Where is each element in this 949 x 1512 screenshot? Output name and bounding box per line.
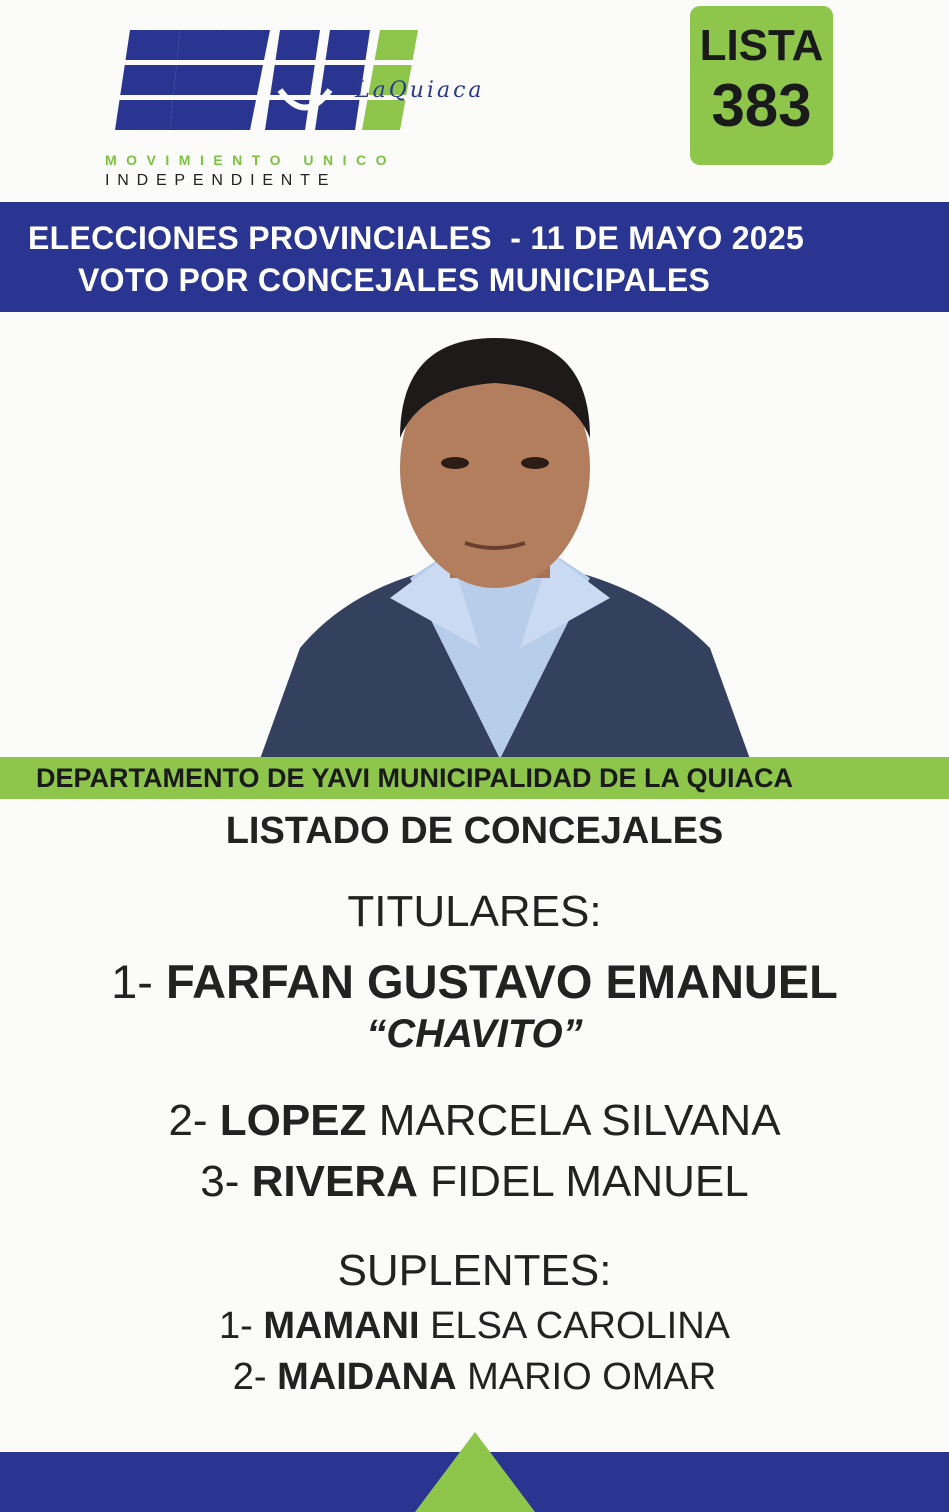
party-logo — [100, 20, 485, 189]
titular-prefix: 3- — [200, 1157, 252, 1206]
election-title: ELECCIONES PROVINCIALES - 11 DE MAYO 2025 — [28, 220, 805, 256]
titular-surname: FARFAN — [165, 955, 354, 1008]
suplente-item — [0, 1356, 949, 1399]
election-subtitle: VOTO POR CONCEJALES MUNICIPALES — [78, 262, 711, 298]
lista-number: 383 — [711, 72, 812, 139]
suplente-surname: MAIDANA — [277, 1356, 457, 1398]
suplente-surname: MAMANI — [263, 1305, 420, 1347]
candidate-photo — [240, 318, 760, 759]
logo-place-text: LaQuiaca — [355, 78, 485, 103]
titular-item — [0, 1096, 949, 1146]
titular-prefix: 2- — [168, 1096, 220, 1145]
suplentes-heading: SUPLENTES: — [337, 1246, 612, 1295]
titular-item — [0, 1157, 949, 1207]
suplente-given-name: MARIO OMAR — [456, 1356, 717, 1398]
suplente-item — [0, 1305, 949, 1348]
suplente-prefix: 1- — [218, 1305, 264, 1347]
logo-subtitle-movimiento: MOVIMIENTO UNICO — [105, 152, 396, 168]
list-title: LISTADO DE CONCEJALES — [225, 810, 724, 852]
logo-subtitle-independiente: INDEPENDIENTE — [105, 172, 337, 189]
titular-surname: RIVERA — [251, 1157, 418, 1206]
lista-label: LISTA — [699, 21, 824, 70]
lista-badge — [690, 6, 833, 165]
titular-item — [0, 954, 949, 1009]
suplente-given-name: ELSA CAROLINA — [419, 1305, 731, 1347]
candidate-portrait-icon — [240, 318, 760, 759]
triangle-icon — [415, 1432, 535, 1512]
district-text: DEPARTAMENTO DE YAVI MUNICIPALIDAD DE LA QUIACA — [36, 763, 794, 793]
titular-prefix: 1- — [111, 955, 166, 1008]
titular-nickname: “CHAVITO” — [366, 1012, 583, 1056]
titulares-heading: TITULARES: — [347, 887, 602, 936]
suplente-prefix: 2- — [232, 1356, 278, 1398]
titular-given-name: GUSTAVO EMANUEL — [353, 955, 838, 1008]
titular-surname: LOPEZ — [219, 1096, 367, 1145]
titular-given-name: FIDEL MANUEL — [417, 1157, 749, 1206]
titular-given-name: MARCELA SILVANA — [366, 1096, 781, 1145]
